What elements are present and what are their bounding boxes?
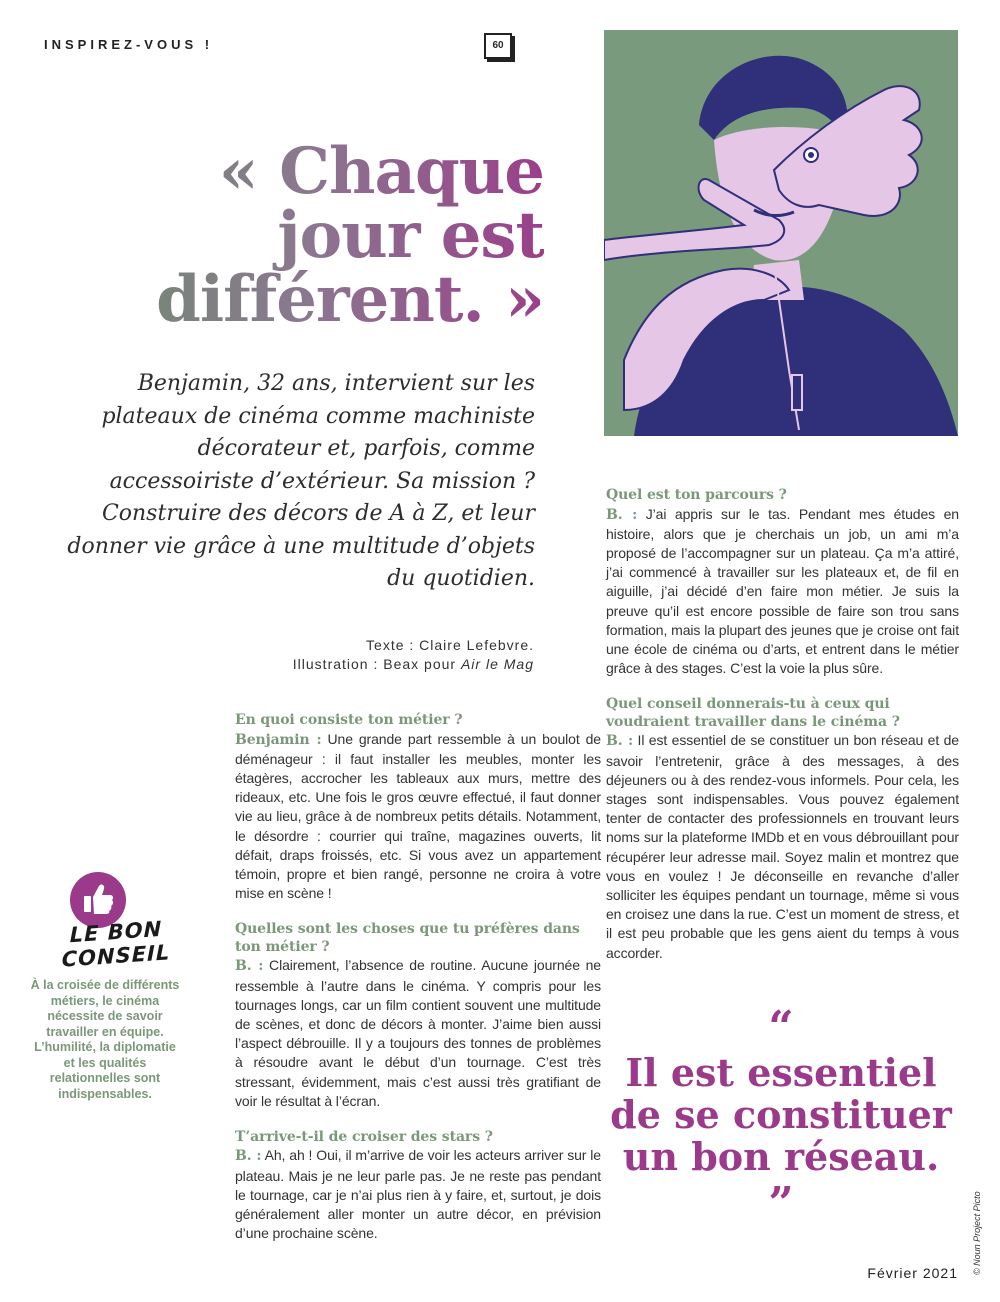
answer-text: J’ai appris sur le tas. Pendant mes études en histoire, alors que je cherchais un job, un ami m’a proposé de l’accompagner sur un plateau. Ça m’a attiré, j’ai commencé à travailler sur les plateaux et, de fil en aiguille, j’ai décidé d’en faire mon métier. Je suis la preuve qu’il est encore possible de faire son trou sans formation, mais la plupart des jeunes que je croise ont fait une école de cinéma ou d’arts, et entrent dans le métier grâce à des stages. C’est la voie la plus sûre. [606,505,959,677]
interview-column-right [606,487,959,981]
question-heading: Quel conseil donnerais-tu à ceux qui voudraient travailler dans le cinéma ? [606,696,900,730]
pull-quote-text: Il est essentiel de se constituer un bon réseau. [610,1050,952,1179]
question-heading: En quoi consiste ton métier ? [235,712,463,728]
headline [74,134,544,337]
answer-text: Une grande part ressemble à un boulot de déménageur : il faut installer les meubles, monter les étagères, accrocher les tableaux aux murs, mettre des rideaux, etc. Une fois le gros œuvre effectué, il faut donner vie au lieu, grâce à de nombreux petits détails. Notamment, le désordre : courrier qui traîne, magazines ouverts, lit défait, draps froissés, etc. Si vous avez un appartement témoin, propre et bien rangé, personne ne croira à votre mise en scène ! [235,730,601,902]
speaker-label: Benjamin : [235,731,322,748]
speaker-label: B. : [606,733,634,750]
page-number: 60 [484,33,512,59]
footer-date: Février 2021 [867,1265,958,1281]
answer-paragraph [606,505,959,679]
answer-text: Clairement, l’absence de routine. Aucune journée ne ressemble à l’autre dans le cinéma. Y compris pour les tournages longs, car un film contient souvent une multitude de scènes, et donc de décors à monter. J’aime bien aussi l’aspect débrouille. Il y a toujours des tonnes de problèmes à résoudre avant le début d’un tournage. C’est très stressant, évidemment, mais c’est aussi très gratifiant de voir le résultat à l’écran. [235,957,601,1109]
answer-paragraph [235,956,601,1111]
qa-block [606,696,959,962]
tip-title-line: CONSEIL [61,940,171,972]
answer-paragraph [235,730,601,904]
tip-title-line: LE BON [69,916,163,948]
question-heading: Quel est ton parcours ? [606,487,787,503]
speaker-label: B. : [235,1148,262,1165]
headline-line: jour est [277,198,544,273]
section-tag: INSPIREZ-VOUS ! [44,37,214,52]
illustration-framing-hands [604,30,958,436]
illustration-svg [604,30,958,436]
illustration-credit [150,655,534,674]
question-heading: Quelles sont les choses que tu préfères dans ton métier ? [235,921,580,955]
photo-credit: © Noun Project Picto [972,1191,982,1275]
qa-block [235,712,601,903]
pull-quote [606,1002,956,1229]
answer-text: Ah, ah ! Oui, il m’arrive de voir les acteurs arriver sur le plateau. Mais je ne leur parle pas. Je ne reste pas pendant le tournage, car je n’ai plus rien à y faire, et, surtout, je dois généralement aller monter un autre décor, en prévision d’une prochaine scène. [235,1147,601,1242]
qa-block [235,1129,601,1244]
intro-paragraph: Benjamin, 32 ans, intervient sur les plateaux de cinéma comme machiniste décorateur et, parfois, comme accessoiriste d’extérieur. Sa mission ? Construire des décors de A à Z, et leur donner vie grâce à une multitude d’objets du quotidien. [67,371,535,591]
qa-block [606,487,959,678]
tip-text: À la croisée de différents métiers, le cinéma nécessite de savoir travailler en équipe. L’humilité, la diplomatie et les qualités relationnelles sont indispensables. [30,978,180,1101]
credits [150,636,534,674]
speaker-label: B. : [235,958,264,975]
question-heading: T’arrive-t-il de croiser des stars ? [235,1128,493,1145]
text-credit: Texte : Claire Lefebvre. [366,637,534,653]
headline-line: « Chaque [218,134,544,209]
quote-open-mark: “ [768,1002,794,1053]
tip-title [46,915,186,973]
answer-text: Il est essentiel de se constituer un bon réseau et de savoir l’entretenir, grâce à des messages, à des déjeuners ou à des rendez-vous informels. Pour cela, les stages sont indispensables. Vous pouvez également tenter de contacter des professionnels en trouvant leurs noms sur la plateforme IMDb et en vous débrouillant pour récupérer leur adresse mail. Soyez malin et montrez que vous en voulez ! Je déconseille en revanche d’aller solliciter les équipes pendant un tournage, même si vous en croisez une dans la rue. C’est un moment de stress, et il est peu probable que les gens aient du temps à vous accorder. [606,732,959,961]
interview-column-left [235,712,601,1261]
answer-paragraph [606,731,959,962]
quote-close-mark: ” [768,1178,794,1229]
speaker-label: B. : [606,506,638,523]
headline-line: différent. » [156,262,544,337]
qa-block [235,921,601,1111]
answer-paragraph [235,1146,601,1243]
magazine-name: Air le Mag [460,656,534,672]
illustration-credit-prefix: Illustration : Beax pour [292,656,461,672]
